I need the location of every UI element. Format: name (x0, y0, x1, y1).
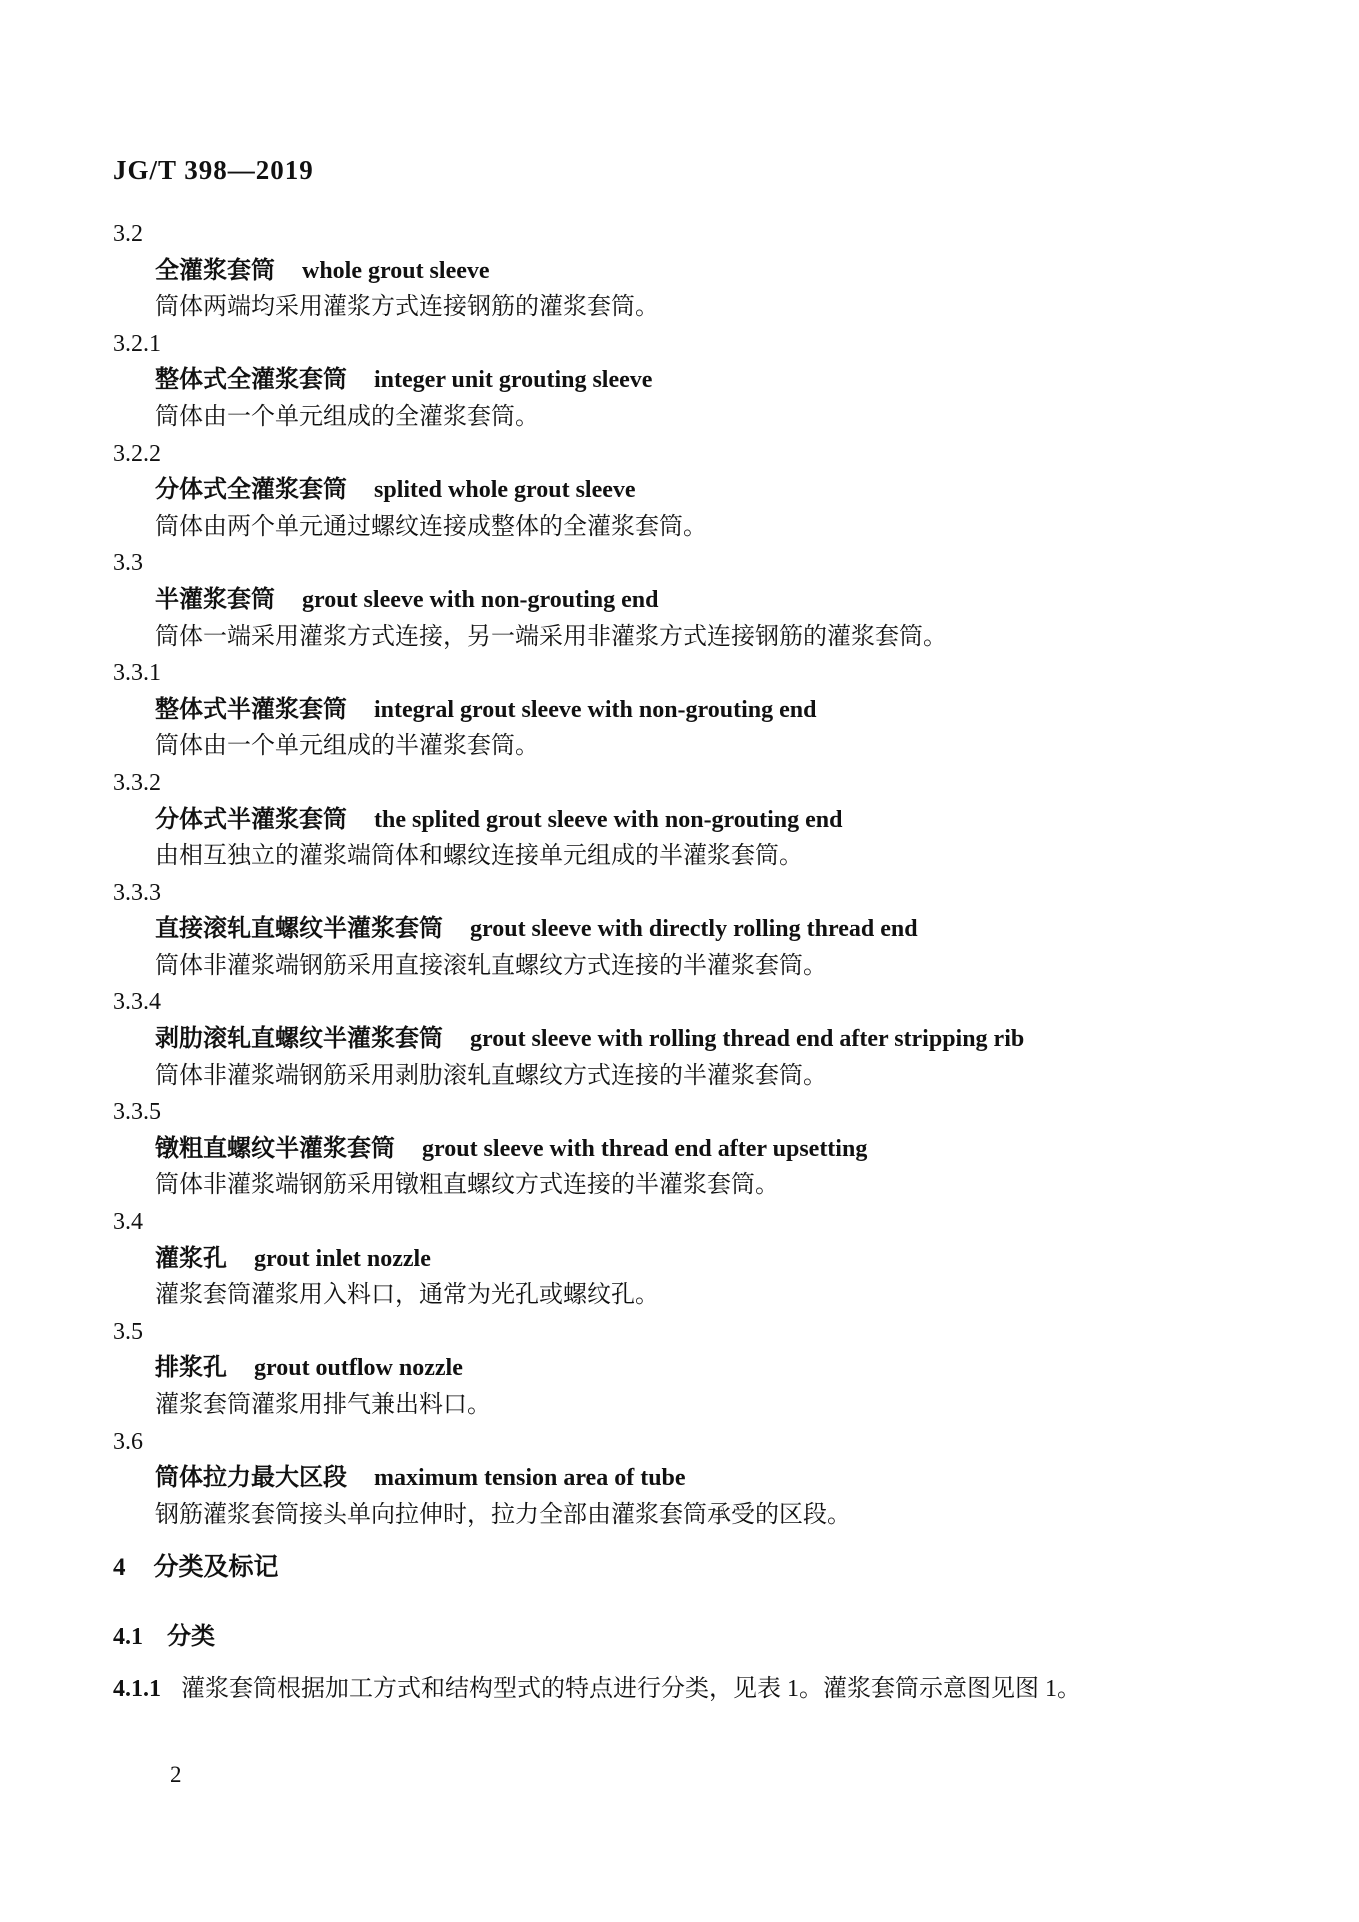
term-definition: 灌浆套筒灌浆用入料口，通常为光孔或螺纹孔。 (155, 1282, 659, 1309)
term-zh: 整体式全灌浆套筒 (155, 367, 347, 394)
section-4-heading (113, 1547, 279, 1583)
term-zh: 全灌浆套筒 (155, 257, 275, 284)
section-4-1-heading (113, 1616, 215, 1651)
term-entry (113, 326, 1263, 436)
term-title (113, 1241, 1263, 1278)
term-title (113, 1460, 1263, 1497)
clause-number: 3.2.2 (113, 440, 161, 467)
term-en: grout sleeve with thread end after upsetting (422, 1135, 868, 1162)
section-4-number: 4 (113, 1554, 126, 1581)
term-zh: 筒体拉力最大区段 (155, 1465, 347, 1492)
term-en: integer unit grouting sleeve (374, 367, 653, 394)
term-zh: 排浆孔 (155, 1355, 227, 1382)
term-en: integral grout sleeve with non-grouting end (374, 696, 817, 723)
term-entry (113, 436, 1263, 546)
term-entry (113, 875, 1263, 985)
term-title (113, 1350, 1263, 1387)
standard-code-header: JG/T 398—2019 (113, 155, 314, 185)
term-en: whole grout sleeve (302, 257, 490, 284)
clause-number: 3.2 (113, 221, 143, 247)
term-title (113, 1131, 1263, 1168)
term-zh: 半灌浆套筒 (155, 586, 275, 613)
clause-number: 3.3.2 (113, 769, 161, 796)
term-entry (113, 545, 1263, 655)
clause-number: 3.3.3 (113, 879, 161, 906)
term-en: maximum tension area of tube (374, 1465, 686, 1492)
term-title (113, 253, 1263, 290)
term-entry (113, 984, 1263, 1094)
term-definition: 筒体由一个单元组成的全灌浆套筒。 (155, 403, 539, 430)
page-number: 2 (170, 1762, 182, 1787)
term-definition: 钢筋灌浆套筒接头单向拉伸时，拉力全部由灌浆套筒承受的区段。 (155, 1501, 851, 1528)
term-zh: 分体式全灌浆套筒 (155, 477, 347, 504)
term-entry (113, 765, 1263, 875)
term-title (113, 1021, 1263, 1058)
clause-4-1-1 (113, 1668, 1081, 1703)
term-title (113, 472, 1263, 509)
terminology-section (113, 216, 1263, 1533)
term-title (113, 582, 1263, 619)
term-definition: 筒体非灌浆端钢筋采用镦粗直螺纹方式连接的半灌浆套筒。 (155, 1172, 779, 1199)
term-title (113, 911, 1263, 948)
clause-number: 3.5 (113, 1318, 143, 1345)
term-definition: 由相互独立的灌浆端筒体和螺纹连接单元组成的半灌浆套筒。 (155, 843, 803, 870)
clause-4-1-1-number: 4.1.1 (113, 1676, 161, 1702)
term-en: grout sleeve with directly rolling thread end (470, 916, 918, 943)
section-4-1-title: 分类 (167, 1624, 215, 1650)
term-zh: 整体式半灌浆套筒 (155, 696, 347, 723)
term-definition: 筒体两端均采用灌浆方式连接钢筋的灌浆套筒。 (155, 294, 659, 321)
clause-number: 3.2.1 (113, 330, 161, 357)
term-zh: 剥肋滚轧直螺纹半灌浆套筒 (155, 1026, 443, 1053)
term-entry (113, 1204, 1263, 1314)
term-zh: 直接滚轧直螺纹半灌浆套筒 (155, 916, 443, 943)
term-title (113, 692, 1263, 729)
term-title (113, 362, 1263, 399)
term-definition: 筒体一端采用灌浆方式连接，另一端采用非灌浆方式连接钢筋的灌浆套筒。 (155, 623, 947, 650)
term-title (113, 802, 1263, 839)
section-4-title: 分类及标记 (153, 1554, 279, 1581)
term-zh: 分体式半灌浆套筒 (155, 806, 347, 833)
term-en: grout outflow nozzle (254, 1355, 463, 1382)
term-en: grout sleeve with non-grouting end (302, 586, 659, 613)
clause-number: 3.6 (113, 1428, 143, 1455)
term-en: the splited grout sleeve with non-grouting end (374, 806, 843, 833)
term-definition: 筒体非灌浆端钢筋采用直接滚轧直螺纹方式连接的半灌浆套筒。 (155, 952, 827, 979)
clause-number: 3.3.5 (113, 1099, 161, 1126)
term-entry (113, 1314, 1263, 1424)
section-4-1-number: 4.1 (113, 1624, 143, 1650)
term-entry (113, 1424, 1263, 1534)
clause-number: 3.4 (113, 1209, 143, 1236)
term-en: splited whole grout sleeve (374, 477, 636, 504)
term-definition: 筒体由两个单元通过螺纹连接成整体的全灌浆套筒。 (155, 513, 707, 540)
term-entry (113, 1094, 1263, 1204)
term-en: grout sleeve with rolling thread end after stripping rib (470, 1026, 1025, 1053)
term-entry (113, 655, 1263, 765)
term-zh: 灌浆孔 (155, 1245, 227, 1272)
clause-number: 3.3.4 (113, 989, 161, 1016)
term-entry (113, 216, 1263, 326)
term-en: grout inlet nozzle (254, 1245, 431, 1272)
clause-4-1-1-text: 灌浆套筒根据加工方式和结构型式的特点进行分类，见表 1。灌浆套筒示意图见图 1。 (181, 1676, 1081, 1702)
term-definition: 筒体由一个单元组成的半灌浆套筒。 (155, 733, 539, 760)
term-zh: 镦粗直螺纹半灌浆套筒 (155, 1135, 395, 1162)
clause-number: 3.3 (113, 550, 143, 577)
clause-number: 3.3.1 (113, 660, 161, 687)
term-definition: 灌浆套筒灌浆用排气兼出料口。 (155, 1392, 491, 1418)
term-definition: 筒体非灌浆端钢筋采用剥肋滚轧直螺纹方式连接的半灌浆套筒。 (155, 1062, 827, 1089)
